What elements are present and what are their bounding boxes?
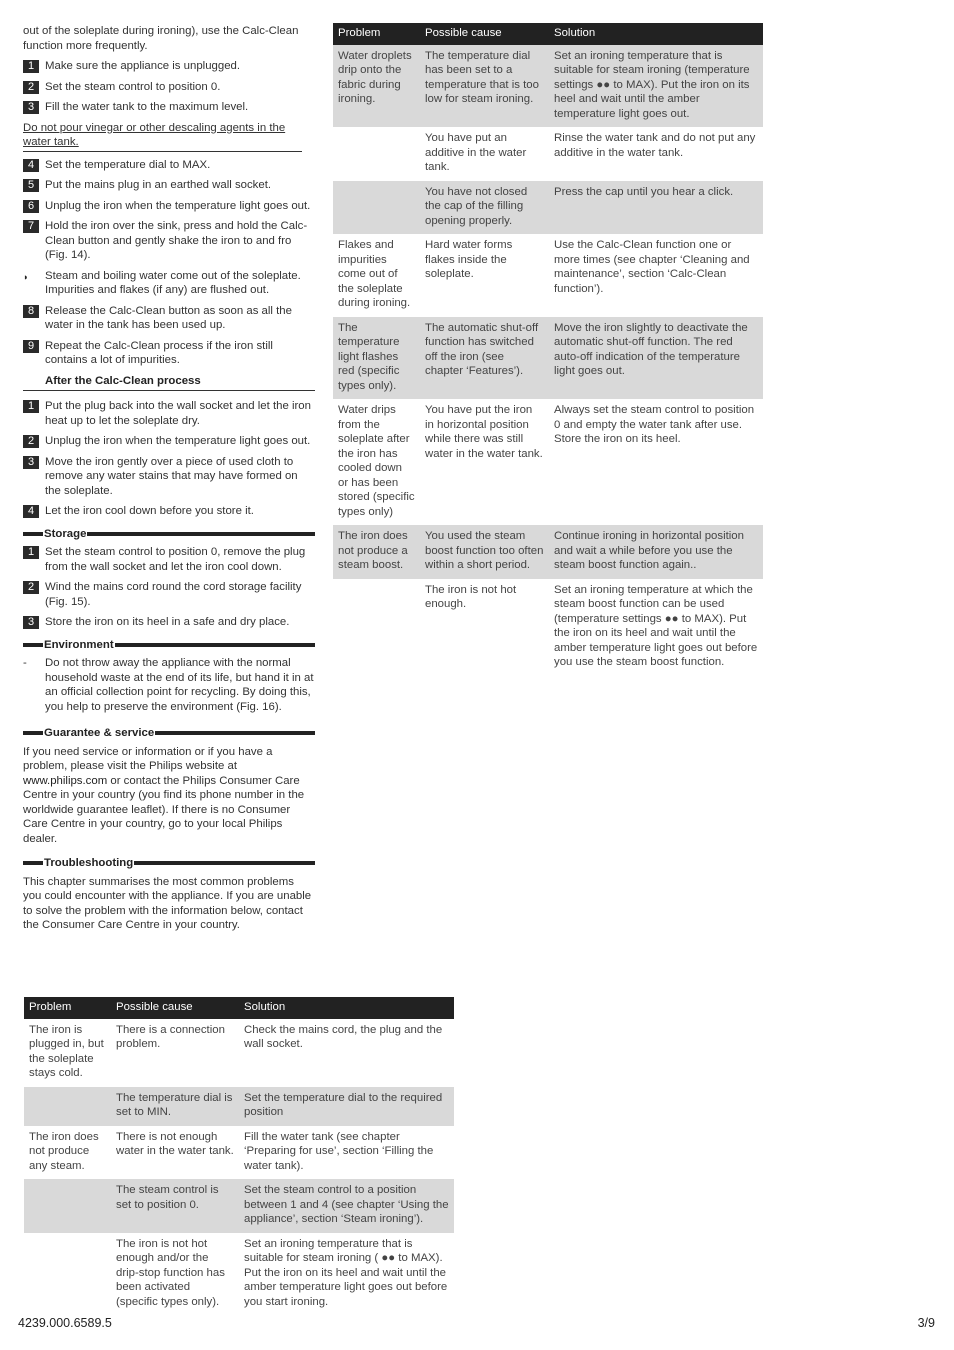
step-item	[23, 615, 315, 630]
step-number: 8	[23, 305, 39, 318]
cell-problem: Water droplets drip onto the fabric during ironing.	[333, 45, 420, 128]
cell-cause: You have not closed the cap of the filling opening properly.	[420, 181, 549, 235]
step-item	[23, 304, 315, 333]
step-number: 7	[23, 220, 39, 233]
guarantee-text-part2: or contact the Philips Consumer Care Centre in your country (you find its phone number in the worldwide guarantee leaflet). If there is no Consumer Care Centre in your country, go to your local Philips dealer.	[23, 774, 305, 845]
cell-cause: Hard water forms flakes inside the soleplate.	[425, 239, 513, 280]
step-item	[23, 455, 315, 499]
step-text: Make sure the appliance is unplugged.	[45, 60, 241, 72]
step-number: 1	[23, 546, 39, 559]
troubleshooting-table-right	[333, 23, 763, 676]
cell-solution: Fill the water tank (see chapter ‘Preparing for use’, section ‘Filling the water tank).	[244, 1130, 434, 1172]
step-number: 3	[23, 101, 39, 114]
table-row	[333, 579, 763, 676]
step-number: 5	[23, 179, 39, 192]
step-text: Set the steam control to position 0.	[45, 80, 221, 93]
result-bullet-icon: ◗	[23, 271, 29, 282]
table-row	[24, 1087, 454, 1126]
philips-website-link[interactable]: www.philips.com	[23, 774, 108, 787]
document-code: 4239.000.6589.5	[18, 1316, 112, 1330]
cell-solution: Use the Calc-Clean function one or more times (see chapter ‘Cleaning and maintenance’, section ‘Calc-Clean function’).	[554, 239, 750, 295]
step-text: Release the Calc-Clean button as soon as all the water in the tank has been used up.	[45, 304, 292, 331]
step-text: Move the iron gently over a piece of used cloth to remove any water stains that may have formed on the soleplate.	[45, 455, 298, 497]
step-number: 2	[23, 435, 39, 448]
environment-heading	[23, 638, 315, 653]
cell-solution: Continue ironing in horizontal position and wait a while before you use the steam boost function again..	[549, 525, 763, 579]
step-text: Fill the water tank to the maximum level.	[45, 101, 249, 113]
cell-cause: The iron is not hot enough and/or the drip-stop function has been activated (specific types only).	[116, 1237, 225, 1308]
step-text: Unplug the iron when the temperature light goes out.	[45, 435, 311, 447]
cell-problem	[24, 1233, 111, 1316]
step-text: Set the steam control to position 0, remove the plug from the wall socket and let the iron cool down.	[45, 546, 306, 573]
cell-cause: The temperature dial has been set to a temperature that is too low for steam ironing.	[420, 45, 549, 128]
steps-c	[23, 304, 315, 368]
page-number: 3/9	[917, 1316, 935, 1330]
table-row	[24, 1233, 454, 1316]
storage-heading-text: Storage	[44, 527, 87, 540]
result-text: Steam and boiling water come out of the soleplate. Impurities and flakes (if any) are flushed out.	[45, 269, 301, 296]
cell-problem: The iron does not produce a steam boost.	[333, 525, 420, 579]
cell-solution: Set the steam control to a position between 1 and 4 (see chapter ‘Using the appliance’, section ‘Steam ironing’).	[239, 1179, 454, 1233]
header-solution: Solution	[239, 997, 454, 1019]
cell-problem: Flakes and impurities come out of the soleplate during ironing.	[338, 239, 411, 309]
table-row	[333, 181, 763, 235]
steps-d	[23, 399, 315, 519]
cell-solution: Move the iron slightly to deactivate the automatic shut-off function. The red auto-off indication of the temperature light goes out.	[549, 317, 763, 400]
steps-a	[23, 59, 315, 115]
cell-cause: The temperature dial is set to MIN.	[111, 1087, 239, 1126]
step-number: 1	[23, 400, 39, 413]
step-text: Store the iron on its heel in a safe and dry place.	[45, 616, 290, 628]
cell-problem	[24, 1179, 111, 1233]
table-header-row	[24, 997, 454, 1019]
warning-text: Do not pour vinegar or other descaling agents in the water tank.	[23, 121, 302, 152]
cell-problem: The iron is plugged in, but the soleplate stays cold.	[29, 1023, 104, 1079]
cell-problem: Water drips from the soleplate after the iron has cooled down or has been stored (specific types only)	[338, 404, 415, 518]
header-problem: Problem	[333, 23, 420, 45]
header-cause: Possible cause	[420, 23, 549, 45]
step-number: 2	[23, 581, 39, 594]
table-row	[333, 234, 763, 317]
table-row	[333, 317, 763, 400]
step-item	[23, 100, 315, 115]
step-number: 1	[23, 60, 39, 73]
header-problem: Problem	[24, 997, 111, 1019]
table-row	[333, 525, 763, 579]
table-header-row	[333, 23, 763, 45]
after-calc-clean-heading: After the Calc-Clean process	[23, 374, 315, 392]
cell-solution: Set an ironing temperature that is suitable for steam ironing ( ●● to MAX). Put the iron on its heel and wait until the amber temperature light goes out before you start ironing.	[244, 1237, 448, 1308]
cell-solution: Press the cap until you hear a click.	[549, 181, 763, 235]
cell-solution: Set an ironing temperature that is suitable for steam ironing (temperature settings ●● to MAX). Put the iron on its heel and wait until the amber temperature light goes out.	[549, 45, 763, 128]
cell-cause: The automatic shut-off function has switched off the iron (see chapter ‘Features’).	[420, 317, 549, 400]
cell-cause: The iron is not hot enough.	[425, 583, 517, 610]
step-number: 3	[23, 616, 39, 629]
header-solution: Solution	[549, 23, 763, 45]
header-cause: Possible cause	[111, 997, 239, 1019]
step-text: Set the temperature dial to MAX.	[45, 158, 211, 171]
step-item	[23, 178, 315, 193]
step-item	[23, 504, 315, 519]
step-item	[23, 80, 315, 95]
step-number: 2	[23, 81, 39, 94]
step-number: 4	[23, 505, 39, 518]
environment-heading-text: Environment	[44, 638, 114, 651]
troubleshooting-intro: This chapter summarises the most common problems you could encounter with the appliance. If you are unable to solve the problem with the information below, contact the Consumer Care Centre in your country.	[23, 875, 312, 931]
cell-cause: You used the steam boost function too often within a short period.	[420, 525, 549, 579]
cell-problem: The temperature light flashes red (specific types only).	[333, 317, 420, 400]
cell-problem	[333, 579, 420, 676]
step-text: Hold the iron over the sink, press and hold the Calc-Clean button and gently shake the iron to and fro (Fig. 14).	[45, 220, 308, 261]
cell-cause: There is a connection problem.	[116, 1023, 225, 1050]
step-text: Wind the mains cord round the cord storage facility (Fig. 15).	[45, 581, 302, 608]
step-text: Let the iron cool down before you store it.	[45, 505, 254, 517]
cell-cause: There is not enough water in the water tank.	[116, 1130, 234, 1157]
guarantee-text	[23, 745, 315, 847]
step-text: Put the mains plug in an earthed wall socket.	[45, 179, 272, 191]
troubleshooting-heading	[23, 856, 315, 871]
cell-cause: You have put an additive in the water tank.	[425, 132, 527, 173]
cell-solution: Set an ironing temperature at which the steam boost function can be used (temperature settings ●● to MAX). Put the iron on its heel and wait until the amber temperature light goes out before you use the steam boost function.	[554, 583, 758, 668]
guarantee-text-part1: If you need service or information or if you have a problem, please visit the Philips website at	[23, 745, 273, 772]
step-item	[23, 545, 315, 574]
cell-solution: Always set the steam control to position 0 and empty the water tank after use. Store the iron on its heel.	[554, 404, 755, 445]
cell-problem	[24, 1087, 111, 1126]
left-column	[23, 24, 315, 933]
cell-cause: You have put the iron in horizontal position while there was still water in the water tank.	[425, 404, 543, 460]
intro-text: out of the soleplate during ironing), use the Calc-Clean function more frequently.	[23, 25, 299, 52]
table-row	[333, 127, 763, 181]
table-row	[24, 1126, 454, 1180]
step-number: 6	[23, 200, 39, 213]
table-row	[333, 399, 763, 525]
dash-icon: -	[23, 657, 27, 669]
cell-solution: Set the temperature dial to the required position	[239, 1087, 454, 1126]
cell-solution: Rinse the water tank and do not put any additive in the water tank.	[554, 132, 756, 159]
cell-solution: Check the mains cord, the plug and the wall socket.	[244, 1023, 443, 1050]
step-item	[23, 580, 315, 609]
step-text: Unplug the iron when the temperature light goes out.	[45, 199, 311, 212]
environment-text: Do not throw away the appliance with the normal household waste at the end of its life, but hand it in at an official collection point for recycling. By doing this, you help to preserve the environment (Fig. 16).	[45, 657, 314, 713]
step-number: 9	[23, 340, 39, 353]
table-row	[24, 1179, 454, 1233]
cell-problem	[333, 181, 420, 235]
cell-problem	[333, 127, 420, 181]
step-item	[23, 434, 315, 449]
step-number: 4	[23, 159, 39, 172]
guarantee-heading	[23, 726, 315, 741]
step-item	[23, 219, 315, 263]
steps-b	[23, 158, 315, 263]
storage-heading	[23, 527, 315, 542]
storage-steps	[23, 545, 315, 630]
step-item	[23, 339, 315, 368]
step-item	[23, 199, 315, 214]
table-row	[333, 45, 763, 128]
environment-item	[23, 656, 315, 714]
step-text: Put the plug back into the wall socket and let the iron heat up to let the soleplate dry.	[45, 400, 311, 427]
troubleshooting-heading-text: Troubleshooting	[44, 857, 134, 869]
cell-problem: The iron does not produce any steam.	[29, 1130, 99, 1172]
cell-cause: The steam control is set to position 0.	[111, 1179, 239, 1233]
guarantee-heading-text: Guarantee & service	[44, 727, 155, 739]
table-row	[24, 1019, 454, 1087]
step-text: Repeat the Calc-Clean process if the iron still contains a lot of impurities.	[45, 339, 273, 366]
troubleshooting-table-left	[24, 997, 454, 1315]
result-item	[23, 269, 315, 298]
step-number: 3	[23, 456, 39, 469]
step-item	[23, 399, 315, 428]
step-item	[23, 59, 315, 74]
step-item	[23, 158, 315, 173]
